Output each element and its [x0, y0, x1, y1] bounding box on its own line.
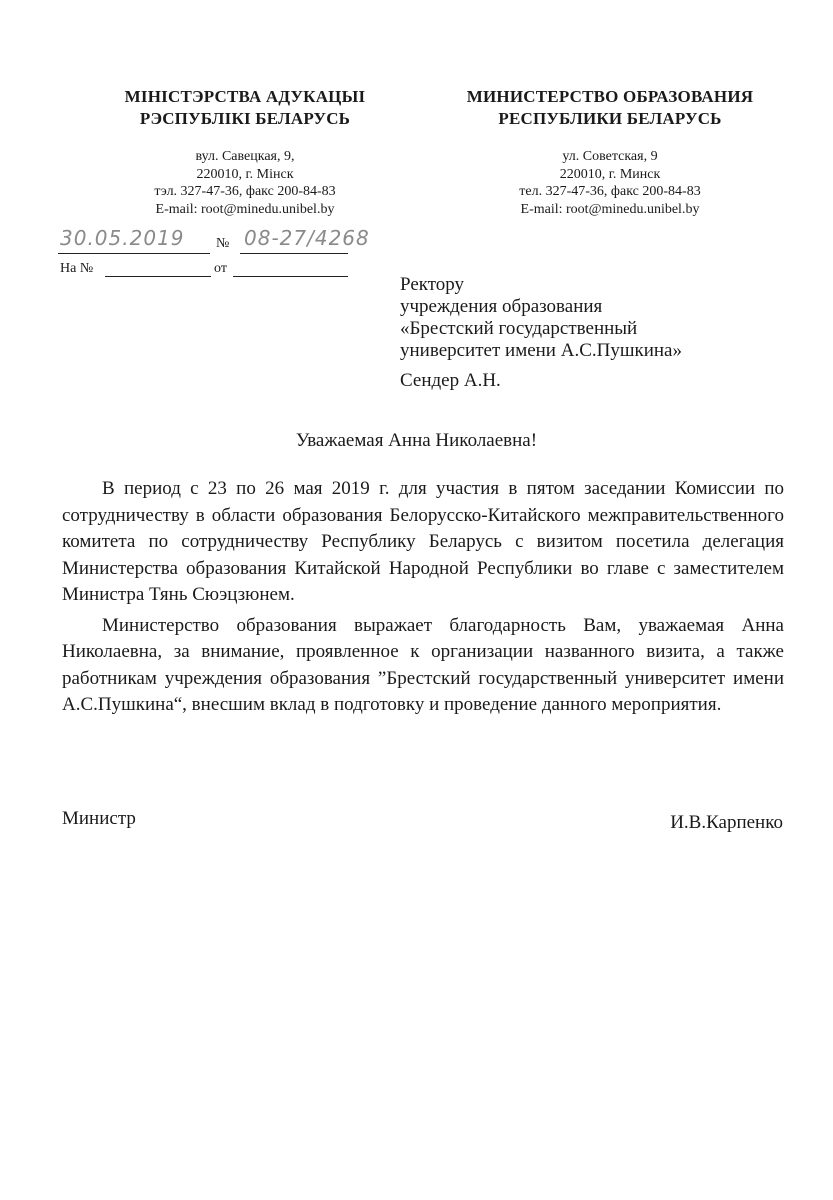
letterhead-russian	[440, 86, 780, 218]
org-name-line1-be: МІНІСТЭРСТВА АДУКАЦЫІ	[124, 87, 366, 106]
email-ru: E-mail: root@minedu.unibel.by	[520, 201, 700, 217]
number-underline	[240, 253, 348, 254]
outgoing-date: 30.05.2019	[60, 226, 185, 250]
signatory-name: И.В.Карпенко	[670, 812, 783, 833]
recipient-name: Сендер А.Н.	[400, 370, 501, 391]
org-name-line2-be: РЭСПУБЛІКІ БЕЛАРУСЬ	[139, 109, 351, 128]
phone-ru: тел. 327-47-36, факс 200-84-83	[519, 184, 701, 199]
letterhead-belarusian	[100, 86, 390, 218]
reply-number-underline	[105, 276, 211, 277]
reply-number-label: На №	[60, 261, 94, 276]
recipient-block	[400, 274, 682, 392]
street-ru: ул. Советская, 9	[562, 149, 658, 164]
phone-be: тэл. 327-47-36, факс 200-84-83	[154, 184, 336, 199]
city-ru: 220010, г. Минск	[559, 166, 661, 182]
reply-date-label: от	[214, 261, 227, 276]
city-be: 220010, г. Мінск	[196, 166, 294, 182]
outgoing-number: 08-27/4268	[244, 226, 370, 250]
greeting: Уважаемая Анна Николаевна!	[295, 430, 538, 451]
body-paragraph-2: Министерство образования выражает благодарность Вам, уважаемая Анна Николаевна, за внимание, проявленное к организации названного визита, а также работникам учреждения образования ”Брестский государственный университет имени А.С.Пушкина“, внесшим вклад в подготовку и проведение данного мероприятия.	[62, 614, 784, 715]
org-name-line1-ru: МИНИСТЕРСТВО ОБРАЗОВАНИЯ	[466, 87, 754, 106]
street-be: вул. Савецкая, 9,	[195, 149, 295, 164]
org-name-line2-ru: РЕСПУБЛИКИ БЕЛАРУСЬ	[498, 109, 722, 128]
address-block-be	[100, 148, 390, 218]
recipient-line4: университет имени А.С.Пушкина»	[400, 340, 682, 361]
recipient-line1: Ректору	[400, 274, 465, 295]
date-underline	[58, 253, 210, 254]
number-sign: №	[216, 236, 230, 251]
reply-date-underline	[233, 276, 348, 277]
letter-body	[62, 476, 784, 719]
body-paragraph-1: В период с 23 по 26 мая 2019 г. для участия в пятом заседании Комиссии по сотрудничеству в области образования Белорусско-Китайского межправительственного комитета по сотрудничеству Республику Беларусь с визитом посетила делегация Министерства образования Китайской Народной Республики во главе с заместителем Министра Тянь Сюэцзюнем.	[62, 478, 784, 605]
recipient-line2: учреждения образования	[400, 296, 603, 317]
email-be: E-mail: root@minedu.unibel.by	[155, 201, 335, 217]
recipient-line3: «Брестский государственный	[400, 318, 638, 339]
address-block-ru	[440, 148, 780, 218]
signatory-position: Министр	[62, 808, 136, 829]
